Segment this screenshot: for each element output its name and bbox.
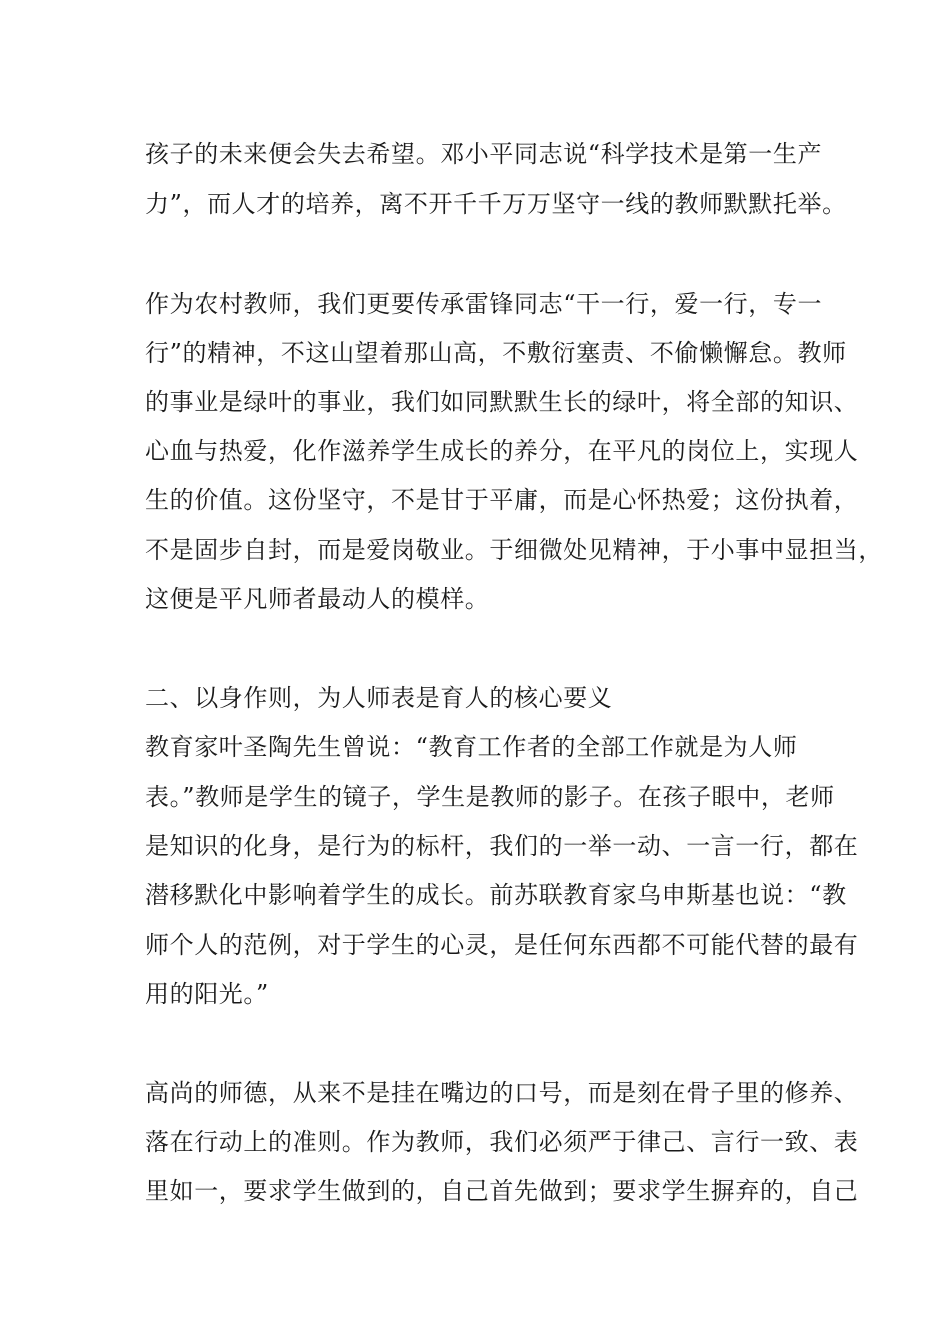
text-line: 这便是平凡师者最动人的模样。 — [145, 585, 490, 613]
text-line: 的事业是绿叶的事业，我们如同默默生长的绿叶，将全部的知识、 — [145, 388, 859, 416]
text-line: 是知识的化身，是行为的标杆，我们的一举一动、一言一行，都在 — [145, 832, 859, 860]
text-line: 行”的精神，不这山望着那山高，不敷衍塞责、不偷懒懈怠。教师 — [145, 339, 847, 367]
text-line: 落在行动上的准则。作为教师，我们必须严于律己、言行一致、表 — [145, 1128, 859, 1156]
text-line: 心血与热爱，化作滋养学生成长的养分，在平凡的岗位上，实现人 — [145, 437, 859, 465]
text-line: 作为农村教师，我们更要传承雷锋同志“干一行，爱一行，专一 — [145, 290, 823, 318]
text-line: 表。”教师是学生的镜子，学生是教师的影子。在孩子眼中，老师 — [145, 783, 835, 811]
text-line: 教育家叶圣陶先生曾说：“教育工作者的全部工作就是为人师 — [145, 733, 798, 761]
text-line: 用的阳光。” — [145, 980, 269, 1008]
text-line: 师个人的范例，对于学生的心灵，是任何东西都不可能代替的最有 — [145, 931, 859, 959]
text-line: 里如一，要求学生做到的，自己首先做到；要求学生摒弃的，自己 — [145, 1177, 859, 1205]
text-line: 潜移默化中影响着学生的成长。前苏联教育家乌申斯基也说：“教 — [145, 881, 847, 909]
text-line: 不是固步自封，而是爱岗敬业。于细微处见精神，于小事中显担当， — [145, 536, 883, 564]
text-line: 孩子的未来便会失去希望。邓小平同志说“科学技术是第一生产 — [145, 140, 823, 168]
text-line: 生的价值。这份坚守，不是甘于平庸，而是心怀热爱；这份执着， — [145, 486, 859, 514]
text-line: 高尚的师德，从来不是挂在嘴边的口号，而是刻在骨子里的修养、 — [145, 1079, 859, 1107]
text-line: 力”，而人才的培养，离不开千千万万坚守一线的教师默默托举。 — [145, 190, 847, 218]
section-heading: 二、以身作则，为人师表是育人的核心要义 — [145, 684, 613, 712]
